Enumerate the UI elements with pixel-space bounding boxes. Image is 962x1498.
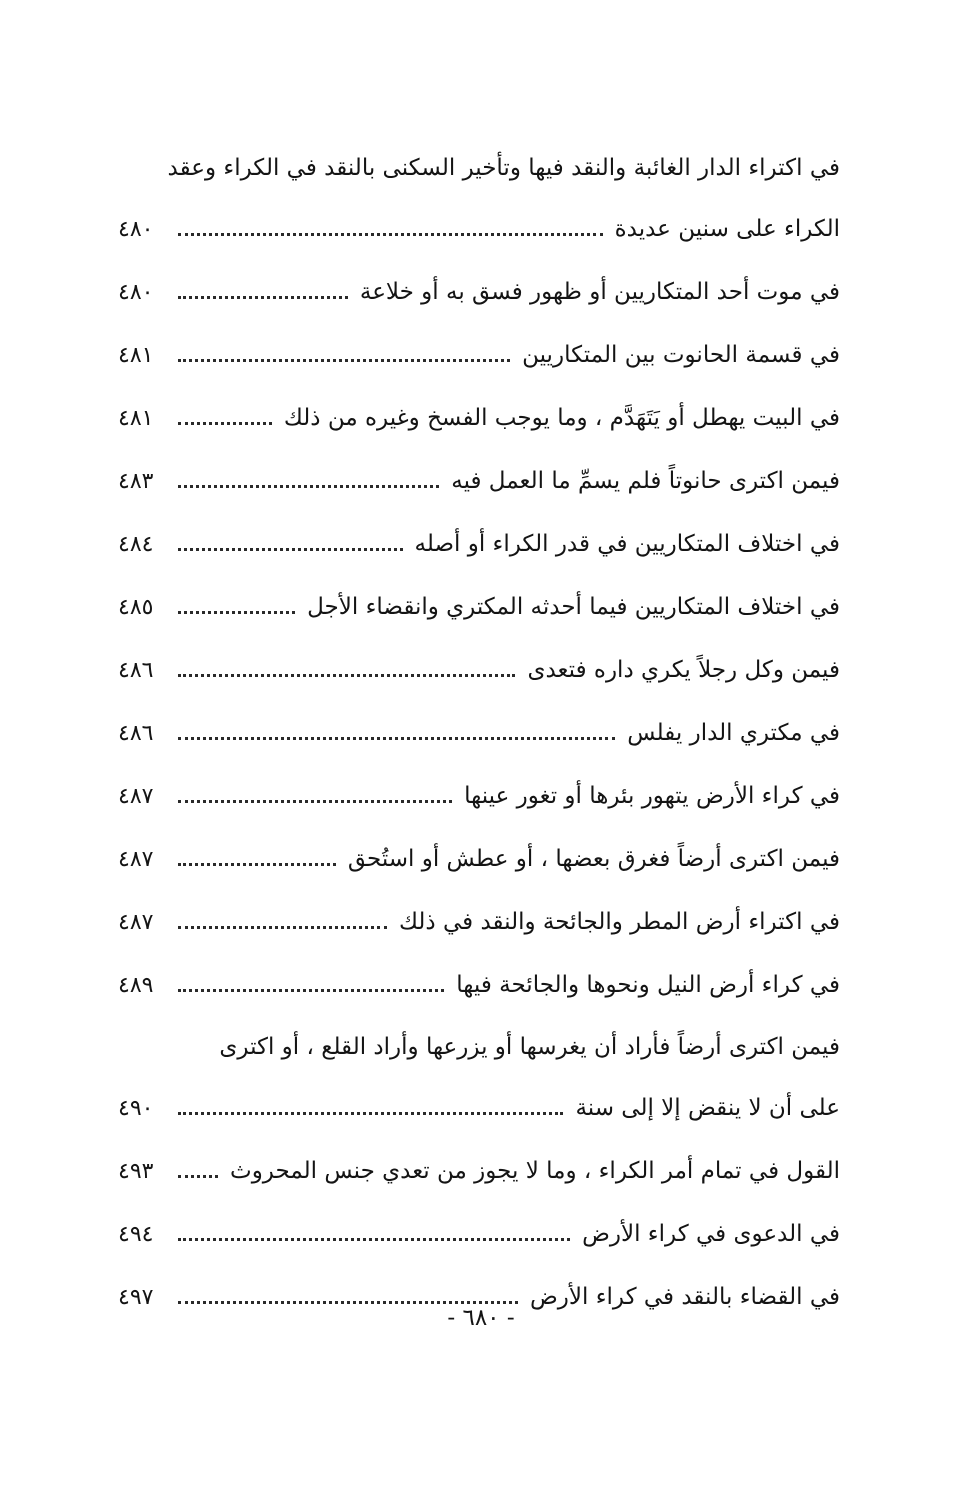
dot-leader	[178, 989, 444, 992]
toc-page-number: ٤٨٠	[118, 217, 154, 242]
toc-entry-title: على أن لا ينقض إلا إلى سنة	[575, 1095, 840, 1121]
table-of-contents	[118, 138, 840, 1329]
dot-leader	[178, 863, 336, 866]
dot-leader	[178, 233, 603, 236]
toc-page-number: ٤٩٣	[118, 1159, 154, 1184]
dot-leader	[178, 611, 295, 614]
dot-leader	[178, 296, 348, 299]
toc-entry-row	[118, 1077, 840, 1140]
toc-entry-title: في اختلاف المتكاريين فيما أحدثه المكتري وانقضاء الأجل	[307, 594, 840, 620]
toc-entry-title: في الدعوى في كراء الأرض	[582, 1221, 840, 1247]
toc-page-number: ٤٨٠	[118, 280, 154, 305]
page-footer-number: - ٦٨٠ -	[447, 1305, 515, 1331]
toc-entry-row	[118, 702, 840, 765]
toc-entry-title: في البيت يهطل أو يَتَهَدَّم ، وما يوجب الفسخ وغيره من ذلك	[283, 405, 840, 431]
toc-page-number: ٤٨٧	[118, 847, 154, 872]
toc-entry-title: في قسمة الحانوت بين المتكاريين	[522, 342, 840, 368]
toc-entry-title: في كراء أرض النيل ونحوها والجائحة فيها	[456, 972, 840, 998]
toc-page-number: ٤٨٦	[118, 658, 154, 683]
dot-leader	[178, 485, 439, 488]
dot-leader	[178, 1238, 570, 1241]
toc-entry-row	[118, 324, 840, 387]
dot-leader	[178, 1301, 518, 1304]
toc-entry-row	[118, 513, 840, 576]
toc-page-number: ٤٩٤	[118, 1222, 154, 1247]
toc-entry-row	[118, 261, 840, 324]
toc-entry	[118, 702, 840, 765]
toc-page-number: ٤٨١	[118, 343, 154, 368]
toc-entry-title: فيمن وكل رجلاً يكري داره فتعدى	[527, 657, 840, 683]
toc-entry-row	[118, 576, 840, 639]
toc-entry	[118, 387, 840, 450]
toc-entry	[118, 1017, 840, 1140]
toc-page-number: ٤٨٤	[118, 532, 154, 557]
toc-entry-row	[118, 387, 840, 450]
toc-entry-title: الكراء على سنين عديدة	[614, 216, 840, 242]
toc-entry	[118, 450, 840, 513]
toc-entry-row	[118, 891, 840, 954]
toc-entry-title: القول في تمام أمر الكراء ، وما لا يجوز من تعدي جنس المحروث	[230, 1158, 840, 1184]
toc-page-number: ٤٨٧	[118, 784, 154, 809]
toc-entry-lead-line: فيمن اكترى أرضاً فأراد أن يغرسها أو يزرعها وأراد القلع ، أو اكترى	[219, 1034, 840, 1060]
toc-entry-title: في موت أحد المتكاريين أو ظهور فسق به أو خلاعة	[359, 279, 840, 305]
dot-leader	[178, 548, 403, 551]
toc-page-number: ٤٨٧	[118, 910, 154, 935]
toc-entry	[118, 576, 840, 639]
toc-entry-row	[118, 828, 840, 891]
toc-entry-title: في اختلاف المتكاريين في قدر الكراء أو أصله	[414, 531, 840, 557]
dot-leader	[178, 1175, 218, 1178]
toc-entry-title: في كراء الأرض يتهور بئرها أو تغور عينها	[464, 783, 840, 809]
toc-entry-row	[118, 639, 840, 702]
dot-leader	[178, 674, 515, 677]
dot-leader	[178, 737, 615, 740]
toc-entry	[118, 138, 840, 261]
toc-entry	[118, 954, 840, 1017]
toc-page-number: ٤٩٧	[118, 1285, 154, 1310]
toc-entry-row	[118, 765, 840, 828]
toc-entry-title: في اكتراء أرض المطر والجائحة والنقد في ذلك	[399, 909, 840, 935]
toc-entry-row	[118, 1140, 840, 1203]
toc-entry-row	[118, 450, 840, 513]
toc-page-number: ٤٨٦	[118, 721, 154, 746]
toc-entry-lead-line: في اكتراء الدار الغائبة والنقد فيها وتأخير السكنى بالنقد في الكراء وعقد	[167, 155, 840, 181]
toc-entry-row	[118, 198, 840, 261]
dot-leader	[178, 926, 387, 929]
toc-entry	[118, 828, 840, 891]
toc-entry	[118, 765, 840, 828]
toc-entry-title: فيمن اكترى أرضاً فغرق بعضها ، أو عطش أو استُحق	[347, 846, 840, 872]
toc-entry	[118, 1140, 840, 1203]
toc-entry	[118, 513, 840, 576]
dot-leader	[178, 359, 510, 362]
toc-page-number: ٤٨٣	[118, 469, 154, 494]
dot-leader	[178, 800, 452, 803]
toc-entry	[118, 891, 840, 954]
toc-entry-title: فيمن اكترى حانوتاً فلم يسمِّ ما العمل فيه	[451, 468, 840, 494]
toc-page-number: ٤٨٥	[118, 595, 154, 620]
toc-entry	[118, 639, 840, 702]
toc-entry	[118, 324, 840, 387]
dot-leader	[178, 422, 272, 425]
toc-entry	[118, 261, 840, 324]
toc-entry	[118, 1203, 840, 1266]
toc-entry-title: في مكتري الدار يفلس	[627, 720, 840, 746]
toc-page-number: ٤٨٩	[118, 973, 154, 998]
dot-leader	[178, 1112, 563, 1115]
toc-entry-row	[118, 1203, 840, 1266]
toc-page-number: ٤٩٠	[118, 1096, 154, 1121]
toc-page-number: ٤٨١	[118, 406, 154, 431]
toc-entry-title: في القضاء بالنقد في كراء الأرض	[529, 1284, 840, 1310]
toc-entry-row	[118, 954, 840, 1017]
